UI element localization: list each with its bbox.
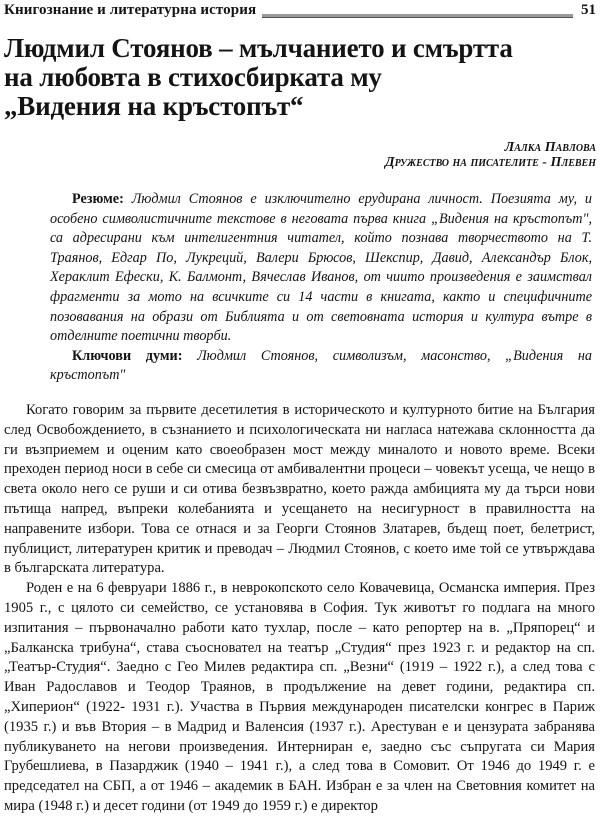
journal-title: Книгознание и литературна история xyxy=(4,2,257,18)
article-body xyxy=(4,401,595,817)
article-title xyxy=(4,34,594,121)
page-number: 51 xyxy=(581,2,596,18)
title-line: Людмил Стоянов – мълчанието и смъртта xyxy=(4,33,513,63)
abstract-text: Людмил Стоянов е изключително ерудирана личност. Поезията му, и особено символистичните текстове в неговата първа книга „Видения на кръстопът", са адресирани към интелигентния читател, който познава творчеството на Т. Траянов, Едгар По, Лукреций, Валери Брюсов, Шекспир, Давид, Александър Блок, Хераклит Ефески, К. Балмонт, Вячеслав Иванов, от чиито произведения е заимствал фрагменти за мото на всичките си 14 части в книгата, както и специфичните позовавания на образи от Библията и от световната история и култура вътре в отделните поетични творби. xyxy=(50,191,592,345)
byline xyxy=(385,140,596,170)
body-paragraph: Роден е на 6 февруари 1886 г., в неврокопското село Ковачевица, Османска империя. През 1905 г., с цялото си семейство, се установява в София. Тук животът го подлага на много изпитания – първоначално работи като тухлар, после – като репортер на в. „Пряпорец“ и „Балканска трибуна“, става съосновател на театър „Студия“ през 1923 г. и редактор на сп. „Театър-Студия“. Заедно с Гео Милев редактира сп. „Везни“ (1919 – 1922 г.), а след това с Иван Радославов и Теодор Траянов, в продължение на девет години, редактира сп. „Хиперион“ (1922- 1931 г.). Участва в Първия международен писателски конгрес в Париж (1935 г.) и във Втория – в Мадрид и Валенсия (1937 г.). Арестуван е и цензурата забранява публикуването на негови произведения. Интерниран е, заедно със съпругата си Мария Грубешлиева, в Пазарджик (1940 – 1941 г.), а след това в Сомовит. От 1946 до 1949 г. е председател на СБП, а от 1946 – академик в БАН. Избран е за член на Световния комитет на мира (1948 г.) и десет години (от 1949 до 1959 г.) е директор xyxy=(4,580,595,814)
author-name: Лалка Павлова xyxy=(504,140,596,155)
keywords-label: Ключови думи: xyxy=(72,347,183,364)
keywords-text: Людмил Стоянов, символизъм, масонство, „Видения на кръстопът" xyxy=(50,347,592,384)
body-paragraph: Когато говорим за първите десетилетия в историческото и културното битие на България след Освобождението, в съзнанието и психологическата ни нагласа натежава склонността да ги възприемем и оценим като своеобразен мост между миналото и новото време. Всеки преходен период носи в себе си смесица от амбивалентни процеси – човекът усеща, че нещо в света около него се руши и си отива безвъзвратно, което ражда амбицията му да търси нови пътища напред, въпреки колебанията и усещането на несигурност в правилността на направените избори. Това се отнася и за Георги Стоянов Златарев, бъдещ поет, белетрист, публицист, литературен критик и преводач – Людмил Стоянов, с което име той се утвърждава в българската литература. xyxy=(4,402,595,577)
header-rule xyxy=(262,14,573,18)
author-affiliation: Дружество на писателите - Плевен xyxy=(385,155,596,170)
keywords-paragraph xyxy=(50,347,592,386)
title-line: на любовта в стихосбирката му xyxy=(4,62,382,92)
title-line: „Видения на кръстопът“ xyxy=(4,91,304,121)
abstract-paragraph xyxy=(50,190,592,347)
running-head xyxy=(4,0,596,20)
abstract-label: Резюме: xyxy=(72,191,124,207)
abstract xyxy=(50,190,592,386)
